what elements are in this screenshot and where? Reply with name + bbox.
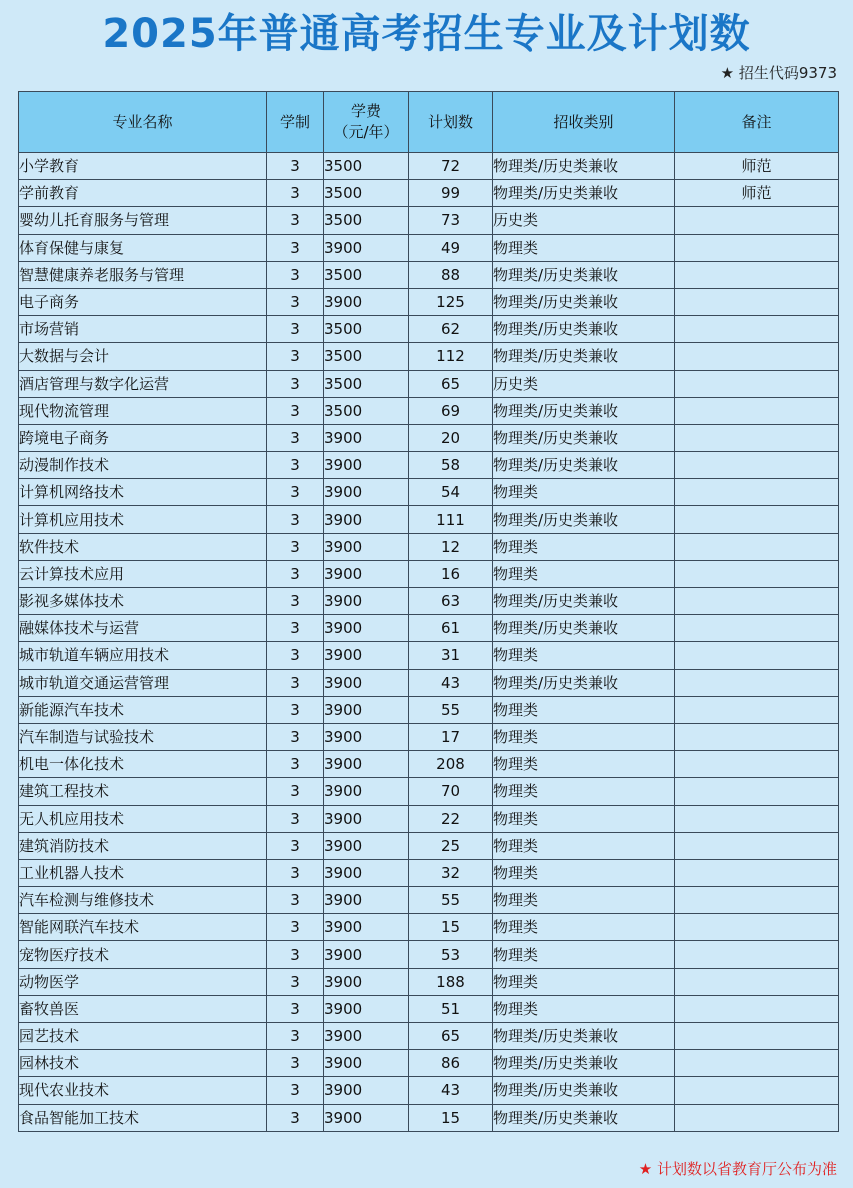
cell-major-name: 影视多媒体技术 [19,588,267,615]
cell-major-name: 建筑消防技术 [19,832,267,859]
cell-fee: 3900 [324,859,409,886]
cell-fee: 3900 [324,995,409,1022]
cell-fee: 3900 [324,832,409,859]
cell-category: 物理类 [493,642,675,669]
cell-major-name: 现代农业技术 [19,1077,267,1104]
cell-years: 3 [267,506,324,533]
cell-years: 3 [267,180,324,207]
cell-category: 物理类/历史类兼收 [493,153,675,180]
cell-plan: 43 [409,669,493,696]
cell-category: 历史类 [493,207,675,234]
cell-category: 物理类/历史类兼收 [493,288,675,315]
cell-note [675,723,839,750]
cell-plan: 208 [409,751,493,778]
table-row [19,859,839,886]
cell-years: 3 [267,968,324,995]
cell-years: 3 [267,887,324,914]
cell-plan: 12 [409,533,493,560]
cell-category: 物理类 [493,832,675,859]
cell-category: 物理类 [493,696,675,723]
table-row [19,1050,839,1077]
cell-category: 物理类/历史类兼收 [493,452,675,479]
cell-note [675,506,839,533]
table-row [19,696,839,723]
table-row [19,424,839,451]
cell-years: 3 [267,1050,324,1077]
cell-category: 物理类/历史类兼收 [493,261,675,288]
cell-years: 3 [267,397,324,424]
cell-major-name: 食品智能加工技术 [19,1104,267,1131]
cell-major-name: 婴幼儿托育服务与管理 [19,207,267,234]
cell-years: 3 [267,288,324,315]
cell-years: 3 [267,343,324,370]
enrollment-code: ★ 招生代码9373 [720,64,837,82]
header-category: 招收类别 [493,92,675,153]
cell-note [675,696,839,723]
cell-category: 物理类 [493,723,675,750]
cell-fee: 3900 [324,751,409,778]
cell-fee: 3900 [324,1104,409,1131]
cell-plan: 55 [409,887,493,914]
cell-plan: 70 [409,778,493,805]
cell-category: 物理类/历史类兼收 [493,397,675,424]
cell-major-name: 无人机应用技术 [19,805,267,832]
cell-note [675,560,839,587]
cell-years: 3 [267,859,324,886]
cell-major-name: 市场营销 [19,316,267,343]
cell-note [675,968,839,995]
cell-plan: 51 [409,995,493,1022]
cell-years: 3 [267,723,324,750]
cell-fee: 3900 [324,642,409,669]
cell-major-name: 软件技术 [19,533,267,560]
cell-years: 3 [267,805,324,832]
cell-fee: 3900 [324,588,409,615]
table-row [19,723,839,750]
table-row [19,968,839,995]
cell-years: 3 [267,370,324,397]
table-row [19,506,839,533]
cell-category: 物理类 [493,560,675,587]
cell-fee: 3500 [324,180,409,207]
cell-note [675,615,839,642]
cell-category: 物理类 [493,914,675,941]
cell-plan: 61 [409,615,493,642]
cell-major-name: 体育保健与康复 [19,234,267,261]
cell-fee: 3900 [324,615,409,642]
cell-fee: 3500 [324,370,409,397]
table-row [19,397,839,424]
cell-category: 物理类/历史类兼收 [493,343,675,370]
cell-plan: 111 [409,506,493,533]
cell-years: 3 [267,995,324,1022]
cell-major-name: 动漫制作技术 [19,452,267,479]
cell-note [675,397,839,424]
cell-fee: 3500 [324,316,409,343]
header-plan: 计划数 [409,92,493,153]
cell-years: 3 [267,914,324,941]
cell-fee: 3900 [324,452,409,479]
cell-plan: 53 [409,941,493,968]
cell-plan: 16 [409,560,493,587]
table-row [19,751,839,778]
cell-plan: 188 [409,968,493,995]
cell-category: 物理类/历史类兼收 [493,1050,675,1077]
cell-note [675,207,839,234]
cell-note [675,1077,839,1104]
cell-years: 3 [267,615,324,642]
cell-category: 物理类/历史类兼收 [493,588,675,615]
table-row [19,180,839,207]
cell-category: 物理类/历史类兼收 [493,506,675,533]
cell-note [675,452,839,479]
cell-category: 物理类/历史类兼收 [493,316,675,343]
cell-fee: 3500 [324,153,409,180]
cell-major-name: 智慧健康养老服务与管理 [19,261,267,288]
cell-years: 3 [267,424,324,451]
cell-years: 3 [267,533,324,560]
cell-major-name: 小学教育 [19,153,267,180]
table-row [19,452,839,479]
cell-category: 物理类 [493,479,675,506]
cell-major-name: 城市轨道交通运营管理 [19,669,267,696]
table-row [19,914,839,941]
cell-plan: 69 [409,397,493,424]
cell-note [675,1104,839,1131]
cell-plan: 31 [409,642,493,669]
cell-major-name: 机电一体化技术 [19,751,267,778]
cell-fee: 3900 [324,914,409,941]
header-fee-line2: （元/年） [333,123,399,141]
cell-category: 物理类/历史类兼收 [493,180,675,207]
cell-years: 3 [267,1023,324,1050]
cell-fee: 3900 [324,479,409,506]
cell-note [675,832,839,859]
header-major-name: 专业名称 [19,92,267,153]
cell-note [675,588,839,615]
table-row [19,234,839,261]
table-row [19,316,839,343]
header-fee-line1: 学费 [350,102,381,120]
cell-years: 3 [267,234,324,261]
table-row [19,805,839,832]
cell-fee: 3900 [324,723,409,750]
cell-plan: 20 [409,424,493,451]
cell-major-name: 新能源汽车技术 [19,696,267,723]
cell-category: 物理类 [493,234,675,261]
cell-plan: 88 [409,261,493,288]
cell-fee: 3900 [324,506,409,533]
cell-fee: 3500 [324,343,409,370]
page-title: 2025年普通高考招生专业及计划数 [102,11,751,57]
cell-note [675,941,839,968]
cell-note [675,1050,839,1077]
cell-category: 物理类/历史类兼收 [493,1023,675,1050]
cell-plan: 32 [409,859,493,886]
cell-category: 物理类 [493,968,675,995]
cell-plan: 112 [409,343,493,370]
cell-fee: 3900 [324,1077,409,1104]
cell-plan: 73 [409,207,493,234]
cell-category: 物理类/历史类兼收 [493,669,675,696]
cell-category: 物理类 [493,859,675,886]
cell-category: 历史类 [493,370,675,397]
enrollment-plan-table [18,91,839,1132]
cell-category: 物理类 [493,887,675,914]
header-fee [324,92,409,153]
cell-plan: 63 [409,588,493,615]
cell-years: 3 [267,316,324,343]
cell-category: 物理类 [493,778,675,805]
cell-years: 3 [267,642,324,669]
table-row [19,832,839,859]
cell-years: 3 [267,778,324,805]
table-row [19,153,839,180]
cell-major-name: 汽车制造与试验技术 [19,723,267,750]
cell-fee: 3900 [324,288,409,315]
cell-fee: 3900 [324,968,409,995]
cell-category: 物理类 [493,995,675,1022]
table-row [19,288,839,315]
cell-note [675,751,839,778]
cell-major-name: 城市轨道车辆应用技术 [19,642,267,669]
cell-note [675,642,839,669]
cell-major-name: 大数据与会计 [19,343,267,370]
cell-category: 物理类/历史类兼收 [493,424,675,451]
table-row [19,941,839,968]
table-row [19,207,839,234]
cell-major-name: 计算机应用技术 [19,506,267,533]
cell-years: 3 [267,1104,324,1131]
cell-note [675,261,839,288]
cell-fee: 3900 [324,696,409,723]
cell-note [675,479,839,506]
cell-note [675,424,839,451]
cell-major-name: 计算机网络技术 [19,479,267,506]
cell-note [675,805,839,832]
cell-fee: 3900 [324,424,409,451]
cell-fee: 3900 [324,805,409,832]
cell-fee: 3900 [324,778,409,805]
cell-years: 3 [267,1077,324,1104]
cell-plan: 58 [409,452,493,479]
table-row [19,588,839,615]
cell-plan: 15 [409,1104,493,1131]
cell-major-name: 学前教育 [19,180,267,207]
cell-plan: 125 [409,288,493,315]
cell-fee: 3900 [324,234,409,261]
table-row [19,995,839,1022]
cell-plan: 15 [409,914,493,941]
cell-category: 物理类/历史类兼收 [493,1077,675,1104]
cell-major-name: 建筑工程技术 [19,778,267,805]
cell-note [675,316,839,343]
cell-note: 师范 [675,180,839,207]
table-row [19,778,839,805]
cell-major-name: 工业机器人技术 [19,859,267,886]
table-row [19,1104,839,1131]
cell-years: 3 [267,941,324,968]
cell-category: 物理类 [493,941,675,968]
cell-major-name: 汽车检测与维修技术 [19,887,267,914]
cell-plan: 65 [409,1023,493,1050]
cell-category: 物理类 [493,805,675,832]
cell-plan: 54 [409,479,493,506]
cell-years: 3 [267,560,324,587]
table-row [19,533,839,560]
table-row [19,479,839,506]
cell-major-name: 动物医学 [19,968,267,995]
table-row [19,642,839,669]
cell-note [675,669,839,696]
cell-note [675,778,839,805]
cell-major-name: 现代物流管理 [19,397,267,424]
cell-note [675,887,839,914]
cell-note [675,533,839,560]
cell-plan: 72 [409,153,493,180]
cell-fee: 3500 [324,207,409,234]
table-row [19,615,839,642]
cell-major-name: 跨境电子商务 [19,424,267,451]
cell-category: 物理类/历史类兼收 [493,1104,675,1131]
cell-major-name: 融媒体技术与运营 [19,615,267,642]
table-row [19,343,839,370]
cell-note [675,343,839,370]
cell-years: 3 [267,588,324,615]
table-row [19,669,839,696]
cell-major-name: 宠物医疗技术 [19,941,267,968]
header-note: 备注 [675,92,839,153]
cell-years: 3 [267,669,324,696]
cell-fee: 3500 [324,397,409,424]
cell-category: 物理类 [493,533,675,560]
table-row [19,261,839,288]
cell-fee: 3900 [324,941,409,968]
cell-fee: 3900 [324,560,409,587]
cell-years: 3 [267,479,324,506]
cell-years: 3 [267,452,324,479]
cell-note [675,1023,839,1050]
cell-major-name: 畜牧兽医 [19,995,267,1022]
cell-plan: 86 [409,1050,493,1077]
table-row [19,370,839,397]
cell-major-name: 智能网联汽车技术 [19,914,267,941]
cell-major-name: 云计算技术应用 [19,560,267,587]
table-row [19,560,839,587]
cell-fee: 3900 [324,887,409,914]
cell-note [675,995,839,1022]
cell-years: 3 [267,153,324,180]
cell-plan: 99 [409,180,493,207]
cell-category: 物理类 [493,751,675,778]
cell-years: 3 [267,696,324,723]
cell-years: 3 [267,261,324,288]
cell-note [675,859,839,886]
cell-plan: 22 [409,805,493,832]
cell-note [675,234,839,261]
cell-plan: 62 [409,316,493,343]
cell-years: 3 [267,751,324,778]
footnote: ★ 计划数以省教育厅公布为准 [638,1160,837,1178]
cell-note [675,370,839,397]
cell-major-name: 电子商务 [19,288,267,315]
cell-plan: 17 [409,723,493,750]
header-years: 学制 [267,92,324,153]
cell-note: 师范 [675,153,839,180]
cell-note [675,288,839,315]
cell-fee: 3900 [324,1023,409,1050]
cell-plan: 65 [409,370,493,397]
cell-category: 物理类/历史类兼收 [493,615,675,642]
cell-major-name: 园艺技术 [19,1023,267,1050]
cell-plan: 25 [409,832,493,859]
table-row [19,887,839,914]
table-row [19,1077,839,1104]
cell-years: 3 [267,207,324,234]
table-header-row [19,92,839,153]
cell-plan: 55 [409,696,493,723]
cell-years: 3 [267,832,324,859]
cell-note [675,914,839,941]
table-row [19,1023,839,1050]
cell-fee: 3900 [324,669,409,696]
cell-plan: 49 [409,234,493,261]
cell-plan: 43 [409,1077,493,1104]
cell-major-name: 酒店管理与数字化运营 [19,370,267,397]
cell-fee: 3900 [324,533,409,560]
cell-fee: 3500 [324,261,409,288]
cell-major-name: 园林技术 [19,1050,267,1077]
cell-fee: 3900 [324,1050,409,1077]
